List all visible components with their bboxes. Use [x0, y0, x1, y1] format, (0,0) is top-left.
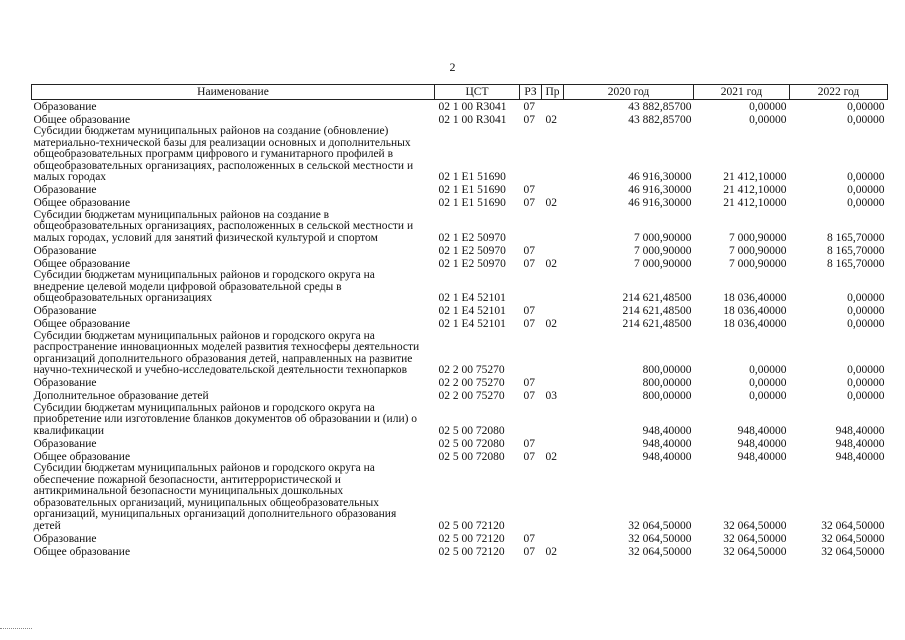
row-name: Образование [33, 377, 97, 389]
row-2020: 7 000,90000 [634, 231, 692, 244]
row-cst: 02 2 00 75270 [438, 390, 505, 402]
row-cst: 02 5 00 72120 [438, 519, 505, 532]
table-row [32, 463, 888, 532]
row-2020: 46 916,30000 [628, 197, 692, 209]
row-pr [542, 244, 564, 257]
row-2022: 0,00000 [847, 184, 885, 196]
header-2020: 2020 год [564, 85, 694, 100]
row-2020: 800,00000 [642, 377, 692, 389]
row-name: Общее образование [33, 113, 131, 126]
row-name: Субсидии бюджетам муниципальных районов и городского округа на распространение инновационных моделей развития техносферы деятельности организаций дополнительного образования детей, направленных на развитие научно-технической и учебно-исследовательской деятельности технопарков [33, 330, 420, 376]
row-2021: 21 412,10000 [723, 197, 787, 209]
row-2022: 0,00000 [847, 364, 885, 376]
header-name: Наименование [32, 85, 435, 100]
row-cst: 02 5 00 72120 [438, 545, 505, 558]
row-2022: 0,00000 [847, 305, 885, 317]
row-name: Общее образование [33, 257, 131, 270]
row-2021: 948,40000 [737, 437, 787, 450]
row-2021: 7 000,90000 [729, 257, 787, 270]
row-cst: 02 5 00 72080 [438, 424, 505, 437]
row-2021: 7 000,90000 [729, 231, 787, 244]
row-cst: 02 2 00 75270 [438, 364, 505, 376]
row-2022: 32 064,50000 [821, 519, 885, 532]
table-row [32, 545, 888, 558]
row-pr [542, 331, 564, 377]
table-row [32, 437, 888, 450]
row-cst: 02 1 00 R3041 [438, 113, 507, 126]
table-row [32, 126, 888, 184]
row-cst: 02 5 00 72080 [438, 437, 505, 450]
row-cst: 02 1 E4 52101 [438, 292, 506, 304]
row-2020: 214 621,48500 [622, 305, 692, 317]
row-2021: 7 000,90000 [729, 244, 787, 257]
row-rz [520, 210, 542, 245]
row-rz [520, 403, 542, 438]
row-2021: 18 036,40000 [723, 318, 787, 330]
row-pr: 02 [545, 113, 557, 126]
row-2020: 32 064,50000 [628, 532, 692, 545]
row-2020: 32 064,50000 [628, 545, 692, 558]
row-2021: 948,40000 [737, 450, 787, 463]
table-row [32, 270, 888, 305]
row-pr: 02 [545, 450, 557, 463]
row-cst: 02 1 E2 50970 [438, 257, 506, 270]
footer-divider [0, 628, 32, 629]
row-2021: 32 064,50000 [723, 519, 787, 532]
row-2021: 18 036,40000 [723, 292, 787, 304]
row-2022: 948,40000 [835, 450, 885, 463]
row-2022: 0,00000 [847, 390, 885, 402]
row-rz [520, 126, 542, 184]
row-2021: 32 064,50000 [723, 532, 787, 545]
row-name: Образование [33, 305, 97, 317]
row-cst: 02 1 00 R3041 [438, 100, 507, 113]
row-pr [542, 184, 564, 197]
row-2022: 8 165,70000 [827, 231, 885, 244]
row-2021: 0,00000 [749, 390, 787, 402]
table-row [32, 184, 888, 197]
row-2022: 8 165,70000 [827, 257, 885, 270]
page-number: 2 [449, 60, 456, 74]
table-row [32, 244, 888, 257]
row-cst: 02 1 E2 50970 [438, 231, 506, 244]
row-2021: 0,00000 [749, 100, 787, 113]
row-2020: 43 882,85700 [628, 113, 692, 126]
row-name: Общее образование [33, 545, 131, 558]
row-cst: 02 1 E1 51690 [438, 184, 506, 196]
table-row [32, 377, 888, 390]
row-pr [542, 377, 564, 390]
row-rz: 07 [523, 257, 535, 270]
row-name: Субсидии бюджетам муниципальных районов и городского округа на внедрение целевой модели цифровой образовательной среды в общеобразовательных организациях [33, 270, 375, 304]
budget-table [31, 84, 888, 558]
row-rz: 07 [523, 113, 535, 126]
row-rz: 07 [523, 305, 535, 317]
row-2021: 948,40000 [737, 424, 787, 437]
table-row [32, 318, 888, 331]
row-pr: 03 [545, 390, 557, 402]
table-row [32, 532, 888, 545]
row-2020: 46 916,30000 [628, 171, 692, 183]
row-2022: 0,00000 [847, 377, 885, 389]
row-rz [520, 331, 542, 377]
table-row [32, 210, 888, 245]
row-name: Общее образование [33, 197, 131, 209]
row-2020: 214 621,48500 [622, 292, 692, 304]
row-pr [542, 126, 564, 184]
row-rz: 07 [523, 100, 535, 113]
row-cst: 02 1 E2 50970 [438, 244, 506, 257]
row-2020: 7 000,90000 [634, 257, 692, 270]
row-rz: 07 [523, 545, 535, 558]
row-name: Дополнительное образование детей [33, 390, 209, 402]
row-cst: 02 1 E1 51690 [438, 197, 506, 209]
row-pr: 02 [545, 545, 557, 558]
row-rz: 07 [523, 184, 535, 196]
row-name: Образование [33, 532, 97, 545]
row-rz: 07 [523, 377, 535, 389]
row-2021: 32 064,50000 [723, 545, 787, 558]
row-2020: 800,00000 [642, 390, 692, 402]
header-cst: ЦСТ [435, 85, 520, 100]
row-rz: 07 [523, 318, 535, 330]
row-2022: 32 064,50000 [821, 545, 885, 558]
row-pr [542, 210, 564, 245]
row-pr [542, 305, 564, 318]
row-2022: 948,40000 [835, 424, 885, 437]
row-pr [542, 437, 564, 450]
row-pr: 02 [545, 197, 557, 209]
row-name: Образование [33, 100, 97, 113]
header-rz: РЗ [520, 85, 542, 100]
row-cst: 02 1 E4 52101 [438, 305, 506, 317]
row-cst: 02 2 00 75270 [438, 377, 505, 389]
row-2022: 0,00000 [847, 171, 885, 183]
row-rz: 07 [523, 197, 535, 209]
row-2022: 0,00000 [847, 113, 885, 126]
row-rz: 07 [523, 437, 535, 450]
row-2020: 948,40000 [642, 437, 692, 450]
row-name: Общее образование [33, 318, 131, 330]
row-2022: 948,40000 [835, 437, 885, 450]
row-2020: 800,00000 [642, 364, 692, 376]
row-rz [520, 270, 542, 305]
header-2021: 2021 год [694, 85, 790, 100]
row-2020: 7 000,90000 [634, 244, 692, 257]
row-pr [542, 403, 564, 438]
row-name: Образование [33, 184, 97, 196]
row-2021: 0,00000 [749, 364, 787, 376]
row-cst: 02 5 00 72120 [438, 532, 505, 545]
row-rz: 07 [523, 450, 535, 463]
row-2022: 0,00000 [847, 100, 885, 113]
row-2020: 43 882,85700 [628, 100, 692, 113]
row-2021: 18 036,40000 [723, 305, 787, 317]
row-cst: 02 1 E4 52101 [438, 318, 506, 330]
row-name: Образование [33, 437, 97, 450]
table-row [32, 450, 888, 463]
row-pr [542, 270, 564, 305]
row-2021: 21 412,10000 [723, 184, 787, 196]
row-pr [542, 100, 564, 114]
row-2022: 0,00000 [847, 318, 885, 330]
row-2022: 8 165,70000 [827, 244, 885, 257]
row-2022: 0,00000 [847, 197, 885, 209]
row-name: Субсидии бюджетам муниципальных районов на создание в общеобразовательных организациях, расположенных в сельской местности и малых городах, условий для занятий физической культурой и спортом [33, 209, 414, 244]
row-rz: 07 [523, 244, 535, 257]
row-pr [542, 463, 564, 532]
header-2022: 2022 год [790, 85, 888, 100]
table-row [32, 305, 888, 318]
row-2020: 948,40000 [642, 450, 692, 463]
row-rz: 07 [523, 390, 535, 402]
table-row [32, 257, 888, 270]
row-2021: 21 412,10000 [723, 171, 787, 183]
table-header-row [32, 85, 888, 100]
table-row [32, 113, 888, 126]
row-rz: 07 [523, 532, 535, 545]
row-rz [520, 463, 542, 532]
header-pr: Пр [542, 85, 564, 100]
row-2022: 0,00000 [847, 292, 885, 304]
row-2021: 0,00000 [749, 113, 787, 126]
row-2020: 32 064,50000 [628, 519, 692, 532]
table-row [32, 197, 888, 210]
row-2021: 0,00000 [749, 377, 787, 389]
row-name: Субсидии бюджетам муниципальных районов и городского округа на приобретение или изготовление бланков документов об образовании и (или) о квалификации [33, 402, 418, 437]
row-pr: 02 [545, 318, 557, 330]
table-row [32, 390, 888, 403]
row-name: Образование [33, 244, 97, 257]
row-2020: 214 621,48500 [622, 318, 692, 330]
row-2020: 46 916,30000 [628, 184, 692, 196]
row-cst: 02 1 E1 51690 [438, 171, 506, 183]
row-2020: 948,40000 [642, 424, 692, 437]
row-pr [542, 532, 564, 545]
row-name: Общее образование [33, 450, 131, 463]
row-name: Субсидии бюджетам муниципальных районов на создание (обновление) материально-технической базы для реализации основных и дополнительных общеобразовательных программ цифрового и гуманитарного профилей в общеобразовательных организациях, расположенных в сельской местности и малых городах [33, 126, 414, 183]
table-row [32, 331, 888, 377]
row-pr: 02 [545, 257, 557, 270]
row-2022: 32 064,50000 [821, 532, 885, 545]
row-cst: 02 5 00 72080 [438, 450, 505, 463]
table-row [32, 403, 888, 438]
table-row [32, 100, 888, 114]
row-name: Субсидии бюджетам муниципальных районов и городского округа на обеспечение пожарной безопасности, антитеррористической и антикриминальной безопасности муниципальных дошкольных образовательных организаций, муниципальных общеобразовательных организаций, муниципальных организаций дополнительного образования детей [33, 463, 397, 532]
